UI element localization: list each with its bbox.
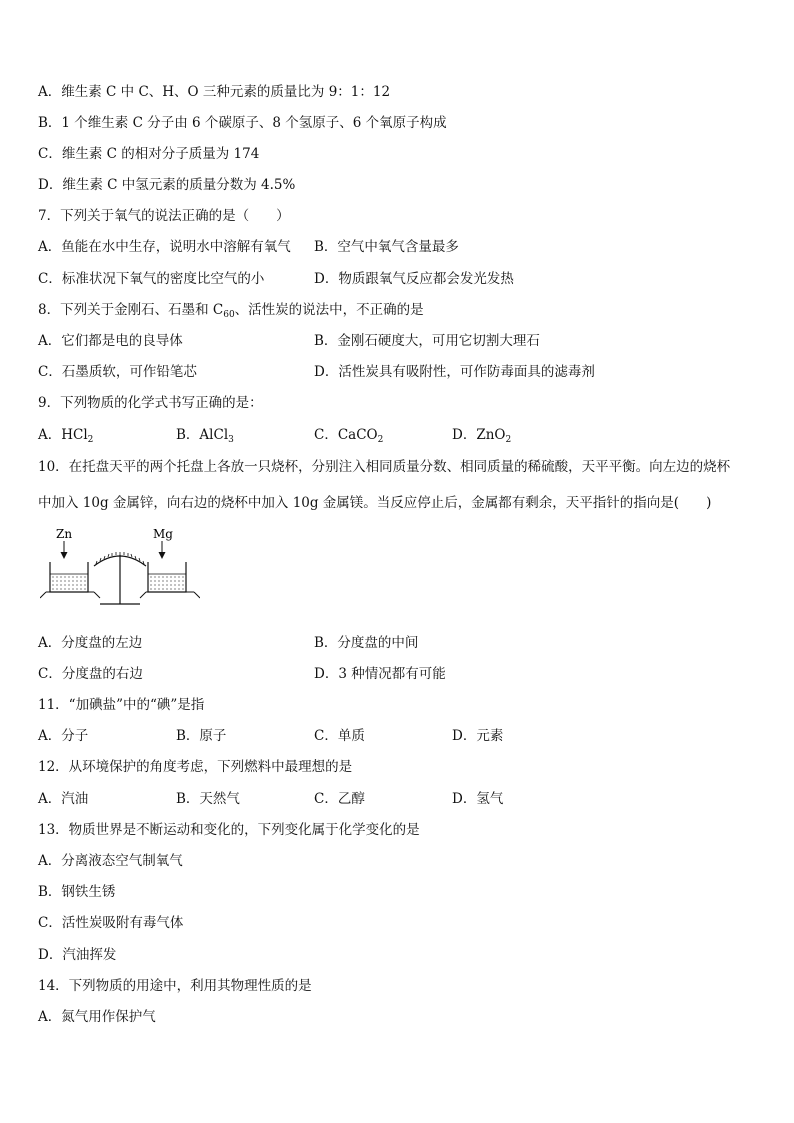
q14-option-a: A．氮气用作保护气 xyxy=(38,1009,156,1025)
q12-stem: 12．从环境保护的角度考虑，下列燃料中最理想的是 xyxy=(38,759,353,775)
q7-stem: 7．下列关于氧气的说法正确的是（ ） xyxy=(38,208,290,224)
q9-option-a: A．HCl$_2$ xyxy=(38,427,94,445)
q7-option-d: D．物质跟氧气反应都会发光发热 xyxy=(314,271,514,287)
q8-option-c: C．石墨质软，可作铅笔芯 xyxy=(38,364,197,380)
q8-option-b: B．金刚石硬度大，可用它切割大理石 xyxy=(314,333,540,349)
left-beaker xyxy=(50,562,88,592)
q13-option-c: C．活性炭吸附有毒气体 xyxy=(38,915,184,931)
q13-stem: 13．物质世界是不断运动和变化的，下列变化属于化学变化的是 xyxy=(38,822,420,838)
mg-label: Mg xyxy=(153,527,173,541)
left-pan xyxy=(40,592,100,598)
zn-label: Zn xyxy=(56,527,73,541)
q10-option-b: B．分度盘的中间 xyxy=(314,635,419,651)
balance-figure xyxy=(40,524,200,612)
zn-arrow xyxy=(61,541,68,559)
q6-option-b: B．1 个维生素 C 分子由 6 个碳原子、8 个氢原子、6 个氧原子构成 xyxy=(38,115,447,131)
q11-option-c: C．单质 xyxy=(314,728,365,744)
q12-option-c: C．乙醇 xyxy=(314,791,365,807)
q6-option-a: A．维生素 C 中 C、H、O 三种元素的质量比为 9：1：12 xyxy=(38,84,391,100)
q10-option-d: D．3 种情况都有可能 xyxy=(314,666,446,682)
q13-option-d: D．汽油挥发 xyxy=(38,947,117,963)
q11-option-a: A．分子 xyxy=(38,728,89,744)
q12-option-b: B．天然气 xyxy=(176,791,240,807)
q13-option-a: A．分离液态空气制氧气 xyxy=(38,853,183,869)
q6-option-c: C．维生素 C 的相对分子质量为 174 xyxy=(38,146,260,162)
q11-option-d: D．元素 xyxy=(452,728,504,744)
q10-stem-line1: 10．在托盘天平的两个托盘上各放一只烧杯，分别注入相同质量分数、相同质量的稀硫酸，天平平衡。向左边的烧杯 xyxy=(38,459,731,475)
q11-stem: 11．“加碘盐”中的“碘”是指 xyxy=(38,697,205,713)
balance-diagram xyxy=(40,524,200,608)
q14-stem: 14．下列物质的用途中，利用其物理性质的是 xyxy=(38,978,312,994)
q11-option-b: B．原子 xyxy=(176,728,227,744)
q10-option-a: A．分度盘的左边 xyxy=(38,635,143,651)
q9-option-c: C．CaCO$_2$ xyxy=(314,427,384,445)
q9-option-d: D．ZnO$_2$ xyxy=(452,427,512,445)
q13-option-b: B．钢铁生锈 xyxy=(38,884,116,900)
q9-stem: 9．下列物质的化学式书写正确的是： xyxy=(38,395,263,411)
q7-option-b: B．空气中氧气含量最多 xyxy=(314,239,459,255)
q10-stem-line2: 中加入 10g 金属锌，向右边的烧杯中加入 10g 金属镁。当反应停止后，金属都有剩余，天平指针的指向是( ) xyxy=(38,495,712,511)
q8-option-d: D．活性炭具有吸附性，可作防毒面具的滤毒剂 xyxy=(314,364,595,380)
q7-option-c: C．标准状况下氧气的密度比空气的小 xyxy=(38,271,265,287)
q9-option-b: B．AlCl$_3$ xyxy=(176,427,234,445)
q12-option-a: A．汽油 xyxy=(38,791,89,807)
right-beaker xyxy=(148,562,186,592)
mg-arrow xyxy=(159,541,166,559)
q8-stem: 8．下列关于金刚石、石墨和 $C_{60}$、活性炭的说法中，不正确的是 xyxy=(38,302,424,320)
q12-option-d: D．氢气 xyxy=(452,791,504,807)
q6-option-d: D．维生素 C 中氢元素的质量分数为 4.5% xyxy=(38,177,296,193)
q10-option-c: C．分度盘的右边 xyxy=(38,666,143,682)
right-pan xyxy=(140,592,200,598)
q7-option-a: A．鱼能在水中生存，说明水中溶解有氧气 xyxy=(38,239,291,255)
q8-option-a: A．它们都是电的良导体 xyxy=(38,333,183,349)
